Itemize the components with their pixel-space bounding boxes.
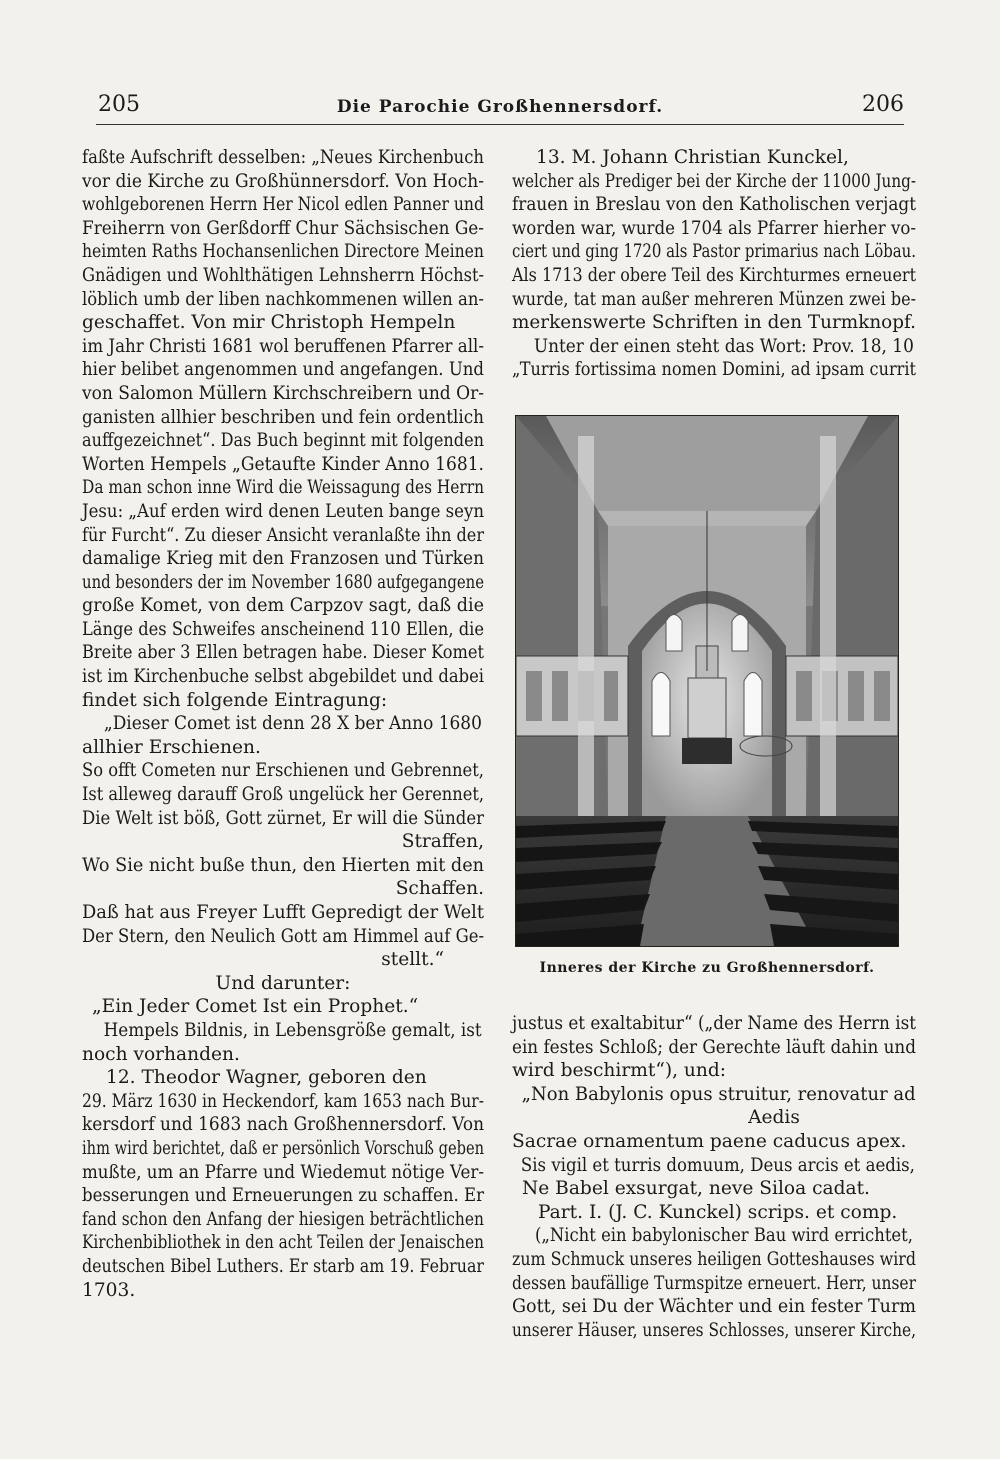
- text-line: Als 1713 der obere Teil des Kirchturmes erneuert: [512, 264, 916, 286]
- text-line: stellt.“: [381, 949, 444, 971]
- left-column: [82, 146, 484, 1302]
- text-line: damalige Krieg mit den Franzosen und Türken: [82, 548, 484, 570]
- text-line: noch vorhanden.: [82, 1043, 240, 1065]
- text-line: wurde, tat man außer mehreren Münzen zwei be-: [512, 288, 916, 310]
- text-line: merkenswerte Schriften in den Turmknopf.: [512, 312, 916, 334]
- text-line: für Furcht“. Zu dieser Ansicht veranlaßte ihn der: [82, 524, 484, 546]
- text-line: Die Welt ist böß, Gott zürnet, Er will die Sünder: [82, 807, 484, 829]
- header-rule: [96, 124, 904, 125]
- text-line: wohlgeborenen Herrn Her Nicol edlen Panner und: [82, 194, 484, 216]
- text-line: ein festes Schloß; der Gerechte läuft dahin und: [512, 1036, 916, 1058]
- text-line: Worten Hempels „Getaufte Kinder Anno 1681.: [82, 453, 484, 475]
- text-line: große Komet, von dem Carpzov sagt, daß die: [82, 595, 484, 617]
- text-line: Gott, sei Du der Wächter und ein fester Turm: [512, 1296, 916, 1318]
- text-line: faßte Aufschrift desselben: „Neues Kirchenbuch: [82, 147, 484, 168]
- text-line: Da man schon inne Wird die Weissagung des Herrn: [82, 477, 484, 499]
- text-line: „Ein Jeder Comet Ist ein Prophet.“: [92, 996, 419, 1018]
- text-line: Aedis: [748, 1107, 800, 1129]
- text-line: Ist alleweg darauff Groß ungelück her Gerennet,: [82, 784, 484, 806]
- text-line: Sis vigil et turris domuum, Deus arcis et aedis,: [520, 1154, 915, 1176]
- text-line: worden war, wurde 1704 als Pfarrer hierher vo-: [512, 217, 916, 239]
- text-line: Länge des Schweifes anscheinend 110 Ellen, die: [82, 618, 484, 640]
- text-line: löblich umb der liben nachkommenen willen an-: [82, 288, 484, 310]
- text-line: Unter der einen steht das Wort: Prov. 18, 10: [533, 335, 914, 357]
- text-line: dessen baufällige Turmspitze erneuert. Herr, unser: [512, 1272, 916, 1294]
- figure-caption: Inneres der Kirche zu Großhennersdorf.: [539, 960, 875, 976]
- text-line: Straffen,: [401, 831, 484, 853]
- text-line: Schaffen.: [395, 878, 484, 900]
- text-line: 13. M. Johann Christian Kunckel,: [536, 147, 849, 168]
- text-line: geschaffet. Von mir Christoph Hempeln: [82, 312, 456, 334]
- text-line: „Non Babylonis opus struitur, renovatur ad: [521, 1083, 916, 1105]
- text-line: justus et exaltabitur“ („der Name des Herrn ist: [512, 1013, 916, 1034]
- text-line: besserungen und Erneuerungen zu schaffen. Er: [82, 1185, 484, 1207]
- text-line: von Salomon Müllern Kirchschreibern und Or-: [82, 382, 484, 404]
- text-line: welcher als Prediger bei der Kirche der 11000 Jung-: [512, 170, 916, 192]
- text-line: zum Schmuck unseres heiligen Gotteshauses wird: [512, 1248, 916, 1270]
- right-column-top: [512, 146, 916, 382]
- text-line: ist im Kirchenbuche selbst abgebildet und dabei: [82, 666, 484, 688]
- text-line: ganisten allhier beschriben und fein ordentlich: [82, 406, 484, 428]
- text-line: Der Stern, den Neulich Gott am Himmel auf Ge-: [82, 925, 484, 947]
- page-header: [90, 92, 910, 132]
- text-line: deutschen Bibel Luthers. Er starb am 19. Februar: [82, 1255, 484, 1277]
- text-line: kersdorf und 1683 nach Großhennersdorf. Von: [82, 1114, 484, 1136]
- text-line: frauen in Breslau von den Katholischen verjagt: [512, 194, 916, 216]
- text-line: Freiherrn von Gerßdorff Chur Sächsischen Ge-: [82, 217, 484, 239]
- text-line: Jesu: „Auf erden wird denen Leuten bange seyn: [82, 500, 484, 522]
- text-line: Daß hat aus Freyer Lufft Gepredigt der Welt: [82, 902, 484, 923]
- text-line: „Dieser Comet ist denn 28 X ber Anno 1680: [103, 713, 482, 735]
- text-line: findet sich folgende Eintragung:: [82, 689, 388, 711]
- text-line: 29. März 1630 in Heckendorf, kam 1653 nach Bur-: [82, 1090, 484, 1112]
- text-line: Gnädigen und Wohlthätigen Lehnsherrn Höchst-: [82, 264, 484, 286]
- text-line: vor die Kirche zu Großhünnersdorf. Von Hoch-: [82, 170, 484, 192]
- text-line: So offt Cometen nur Erschienen und Gebrennet,: [82, 760, 484, 782]
- text-line: 1703.: [82, 1279, 136, 1301]
- text-line: Kirchenbibliothek in den acht Teilen der Jenaischen: [82, 1232, 484, 1254]
- text-line: Wo Sie nicht buße thun, den Hierten mit den: [82, 854, 484, 876]
- page-number-left: 205: [98, 92, 140, 117]
- text-line: Breite aber 3 Ellen betragen habe. Dieser Komet: [82, 642, 484, 664]
- text-line: ihm wird berichtet, daß er persönlich Vorschuß geben: [82, 1137, 484, 1159]
- text-line: auffgezeichnet“. Das Buch beginnt mit folgenden: [82, 430, 484, 452]
- page-number-right: 206: [862, 92, 904, 117]
- text-line: Part. I. (J. C. Kunckel) scrips. et comp.: [538, 1201, 898, 1223]
- running-title: Die Parochie Großhennersdorf.: [336, 97, 664, 117]
- text-line: mußte, um an Pfarre und Wiedemut nötige Ver-: [82, 1161, 484, 1183]
- text-line: allhier Erschienen.: [82, 736, 261, 758]
- text-line: und besonders der im November 1680 aufgegangene: [82, 571, 484, 593]
- text-line: Sacrae ornamentum paene caducus apex.: [512, 1130, 907, 1152]
- text-line: im Jahr Christi 1681 wol beruffenen Pfarrer all-: [82, 335, 484, 357]
- text-line: Ne Babel exsurgat, neve Siloa cadat.: [522, 1178, 870, 1200]
- text-line: „Turris fortissima nomen Domini, ad ipsam currit: [512, 359, 916, 381]
- text-line: fand schon den Anfang der hiesigen beträchtlichen: [82, 1208, 484, 1230]
- right-column-bottom: [512, 1012, 916, 1342]
- text-line: heimten Raths Hochansenlichen Directore Meinen: [82, 241, 484, 263]
- text-line: hier belibet angenommen und angefangen. Und: [82, 359, 484, 381]
- text-line: wird beschirmt“), und:: [512, 1060, 727, 1082]
- text-line: Hempels Bildnis, in Lebensgröße gemalt, ist: [103, 1019, 482, 1041]
- text-line: („Nicht ein babylonischer Bau wird errichtet,: [534, 1225, 913, 1247]
- text-line: 12. Theodor Wagner, geboren den: [106, 1067, 427, 1089]
- text-line: unserer Häuser, unseres Schlosses, unserer Kirche,: [512, 1319, 916, 1341]
- church-interior-photo: [515, 415, 899, 947]
- text-line: ciert und ging 1720 als Pastor primarius nach Löbau.: [512, 241, 916, 263]
- text-line: Und darunter:: [215, 972, 351, 994]
